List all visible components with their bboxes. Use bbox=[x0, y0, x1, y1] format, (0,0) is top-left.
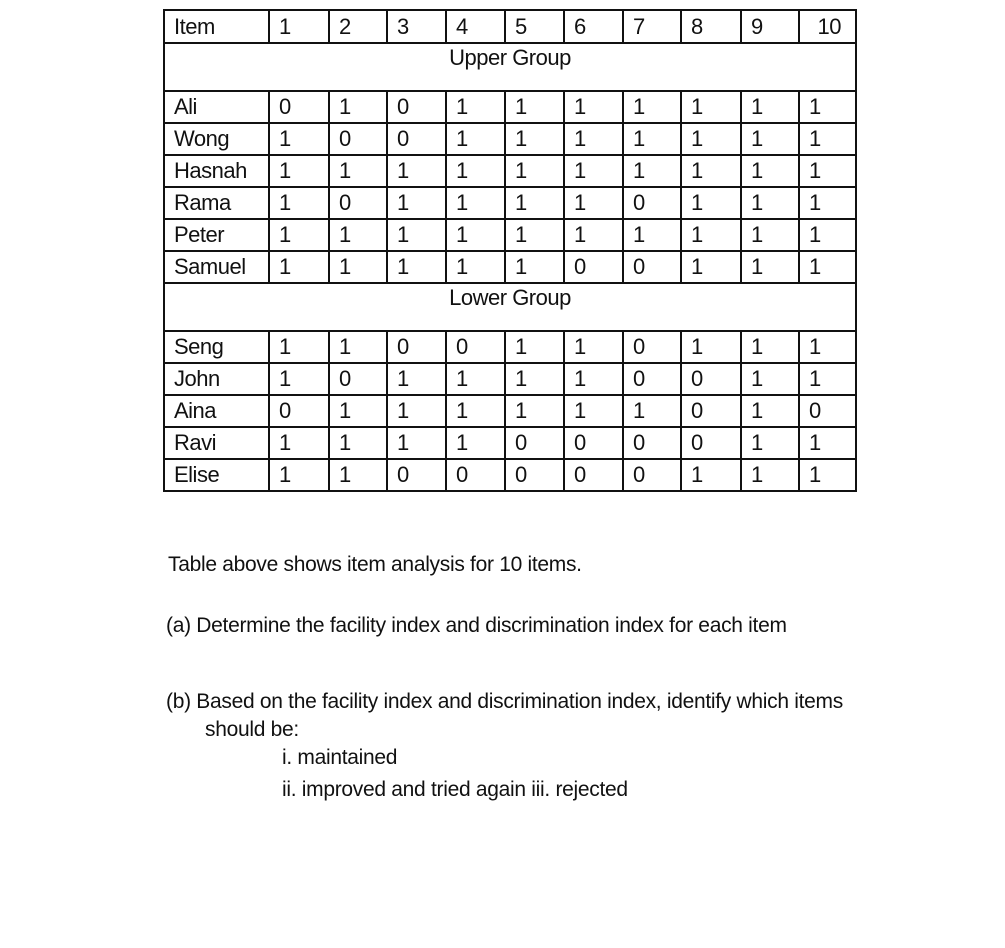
student-name: Wong bbox=[164, 123, 269, 155]
score-cell: 1 bbox=[799, 219, 856, 251]
score-cell: 1 bbox=[446, 395, 505, 427]
student-name: Aina bbox=[164, 395, 269, 427]
score-cell: 0 bbox=[387, 331, 446, 363]
score-cell: 1 bbox=[799, 187, 856, 219]
score-cell: 1 bbox=[387, 427, 446, 459]
score-cell: 1 bbox=[623, 219, 681, 251]
question-part-a: (a) Determine the facility index and discrimination index for each item bbox=[166, 614, 787, 637]
score-cell: 1 bbox=[623, 155, 681, 187]
score-cell: 0 bbox=[329, 123, 387, 155]
score-cell: 1 bbox=[741, 123, 799, 155]
question-intro: Table above shows item analysis for 10 items. bbox=[168, 553, 582, 576]
score-cell: 1 bbox=[505, 363, 564, 395]
student-row bbox=[164, 331, 856, 363]
score-cell: 0 bbox=[564, 251, 623, 283]
score-cell: 0 bbox=[505, 459, 564, 491]
score-cell: 1 bbox=[446, 91, 505, 123]
score-cell: 1 bbox=[681, 331, 741, 363]
score-cell: 0 bbox=[799, 395, 856, 427]
score-cell: 1 bbox=[269, 219, 329, 251]
score-cell: 1 bbox=[623, 123, 681, 155]
score-cell: 1 bbox=[387, 219, 446, 251]
score-cell: 1 bbox=[799, 91, 856, 123]
score-cell: 0 bbox=[623, 251, 681, 283]
score-cell: 1 bbox=[446, 123, 505, 155]
lower-group-label: Lower Group bbox=[164, 283, 856, 331]
score-cell: 0 bbox=[269, 91, 329, 123]
score-cell: 1 bbox=[505, 251, 564, 283]
score-cell: 0 bbox=[329, 187, 387, 219]
score-cell: 0 bbox=[446, 459, 505, 491]
student-row bbox=[164, 123, 856, 155]
score-cell: 1 bbox=[329, 251, 387, 283]
score-cell: 1 bbox=[505, 155, 564, 187]
score-cell: 1 bbox=[564, 363, 623, 395]
score-cell: 1 bbox=[446, 155, 505, 187]
score-cell: 1 bbox=[505, 395, 564, 427]
score-cell: 0 bbox=[387, 123, 446, 155]
score-cell: 1 bbox=[329, 331, 387, 363]
score-cell: 1 bbox=[799, 251, 856, 283]
score-cell: 1 bbox=[269, 363, 329, 395]
score-cell: 1 bbox=[564, 331, 623, 363]
score-cell: 1 bbox=[269, 459, 329, 491]
header-item-number: 1 bbox=[269, 10, 329, 43]
score-cell: 1 bbox=[681, 155, 741, 187]
score-cell: 0 bbox=[681, 427, 741, 459]
score-cell: 1 bbox=[269, 187, 329, 219]
student-name: Hasnah bbox=[164, 155, 269, 187]
header-item-label: Item bbox=[164, 10, 269, 43]
score-cell: 0 bbox=[623, 187, 681, 219]
score-cell: 1 bbox=[681, 459, 741, 491]
score-cell: 1 bbox=[681, 123, 741, 155]
student-name: Seng bbox=[164, 331, 269, 363]
score-cell: 1 bbox=[387, 395, 446, 427]
student-row bbox=[164, 395, 856, 427]
score-cell: 0 bbox=[681, 363, 741, 395]
score-cell: 0 bbox=[564, 459, 623, 491]
score-cell: 1 bbox=[329, 427, 387, 459]
student-name: Rama bbox=[164, 187, 269, 219]
option-maintained: i. maintained bbox=[282, 746, 398, 769]
score-cell: 1 bbox=[446, 427, 505, 459]
score-cell: 1 bbox=[269, 251, 329, 283]
question-part-b-cont: should be: bbox=[205, 718, 299, 741]
header-item-number: 7 bbox=[623, 10, 681, 43]
score-cell: 1 bbox=[387, 363, 446, 395]
score-cell: 1 bbox=[505, 187, 564, 219]
score-cell: 0 bbox=[387, 91, 446, 123]
score-cell: 0 bbox=[623, 363, 681, 395]
score-cell: 1 bbox=[329, 395, 387, 427]
header-item-number: 3 bbox=[387, 10, 446, 43]
student-name: Elise bbox=[164, 459, 269, 491]
student-row bbox=[164, 155, 856, 187]
score-cell: 0 bbox=[681, 395, 741, 427]
score-cell: 1 bbox=[387, 187, 446, 219]
score-cell: 1 bbox=[799, 155, 856, 187]
score-cell: 1 bbox=[741, 251, 799, 283]
score-cell: 0 bbox=[623, 459, 681, 491]
score-cell: 1 bbox=[799, 331, 856, 363]
upper-group-label: Upper Group bbox=[164, 43, 856, 91]
score-cell: 1 bbox=[329, 219, 387, 251]
score-cell: 1 bbox=[799, 459, 856, 491]
score-cell: 1 bbox=[269, 155, 329, 187]
header-item-number: 4 bbox=[446, 10, 505, 43]
score-cell: 1 bbox=[505, 219, 564, 251]
score-cell: 1 bbox=[329, 91, 387, 123]
score-cell: 1 bbox=[799, 363, 856, 395]
score-cell: 1 bbox=[741, 91, 799, 123]
score-cell: 1 bbox=[269, 331, 329, 363]
header-row bbox=[164, 10, 856, 43]
score-cell: 1 bbox=[564, 123, 623, 155]
score-cell: 1 bbox=[269, 427, 329, 459]
option-improved-rejected: ii. improved and tried again iii. rejected bbox=[282, 778, 628, 801]
score-cell: 1 bbox=[446, 363, 505, 395]
score-cell: 1 bbox=[505, 91, 564, 123]
score-cell: 1 bbox=[681, 91, 741, 123]
score-cell: 1 bbox=[741, 187, 799, 219]
score-cell: 0 bbox=[387, 459, 446, 491]
score-cell: 1 bbox=[741, 155, 799, 187]
score-cell: 1 bbox=[564, 91, 623, 123]
student-name: Ali bbox=[164, 91, 269, 123]
score-cell: 1 bbox=[446, 187, 505, 219]
score-cell: 1 bbox=[741, 363, 799, 395]
item-analysis-table bbox=[163, 9, 857, 492]
score-cell: 1 bbox=[799, 123, 856, 155]
score-cell: 0 bbox=[623, 427, 681, 459]
header-item-number: 10 bbox=[799, 10, 856, 43]
student-row bbox=[164, 459, 856, 491]
score-cell: 1 bbox=[329, 155, 387, 187]
student-row bbox=[164, 427, 856, 459]
score-cell: 0 bbox=[564, 427, 623, 459]
score-cell: 0 bbox=[623, 331, 681, 363]
student-name: Ravi bbox=[164, 427, 269, 459]
score-cell: 1 bbox=[623, 91, 681, 123]
score-cell: 1 bbox=[564, 219, 623, 251]
header-item-number: 5 bbox=[505, 10, 564, 43]
upper-group-header-row bbox=[164, 43, 856, 91]
header-item-number: 6 bbox=[564, 10, 623, 43]
score-cell: 1 bbox=[564, 395, 623, 427]
score-cell: 1 bbox=[681, 219, 741, 251]
header-item-number: 9 bbox=[741, 10, 799, 43]
score-cell: 1 bbox=[387, 251, 446, 283]
score-cell: 1 bbox=[741, 395, 799, 427]
score-cell: 1 bbox=[446, 219, 505, 251]
score-cell: 1 bbox=[505, 331, 564, 363]
score-cell: 1 bbox=[681, 187, 741, 219]
student-row bbox=[164, 91, 856, 123]
score-cell: 0 bbox=[329, 363, 387, 395]
score-cell: 0 bbox=[505, 427, 564, 459]
lower-group-header-row bbox=[164, 283, 856, 331]
score-cell: 0 bbox=[269, 395, 329, 427]
header-item-number: 2 bbox=[329, 10, 387, 43]
header-item-number: 8 bbox=[681, 10, 741, 43]
score-cell: 1 bbox=[799, 427, 856, 459]
score-cell: 1 bbox=[741, 427, 799, 459]
score-cell: 1 bbox=[269, 123, 329, 155]
student-row bbox=[164, 363, 856, 395]
student-row bbox=[164, 187, 856, 219]
student-row bbox=[164, 219, 856, 251]
score-cell: 1 bbox=[741, 459, 799, 491]
score-cell: 1 bbox=[505, 123, 564, 155]
student-name: Samuel bbox=[164, 251, 269, 283]
score-cell: 1 bbox=[387, 155, 446, 187]
score-cell: 1 bbox=[329, 459, 387, 491]
student-row bbox=[164, 251, 856, 283]
score-cell: 1 bbox=[564, 155, 623, 187]
question-part-b: (b) Based on the facility index and discrimination index, identify which items bbox=[166, 690, 843, 713]
score-cell: 1 bbox=[623, 395, 681, 427]
score-cell: 1 bbox=[564, 187, 623, 219]
score-cell: 1 bbox=[741, 219, 799, 251]
score-cell: 1 bbox=[446, 251, 505, 283]
score-cell: 0 bbox=[446, 331, 505, 363]
score-cell: 1 bbox=[741, 331, 799, 363]
score-cell: 1 bbox=[681, 251, 741, 283]
student-name: John bbox=[164, 363, 269, 395]
student-name: Peter bbox=[164, 219, 269, 251]
